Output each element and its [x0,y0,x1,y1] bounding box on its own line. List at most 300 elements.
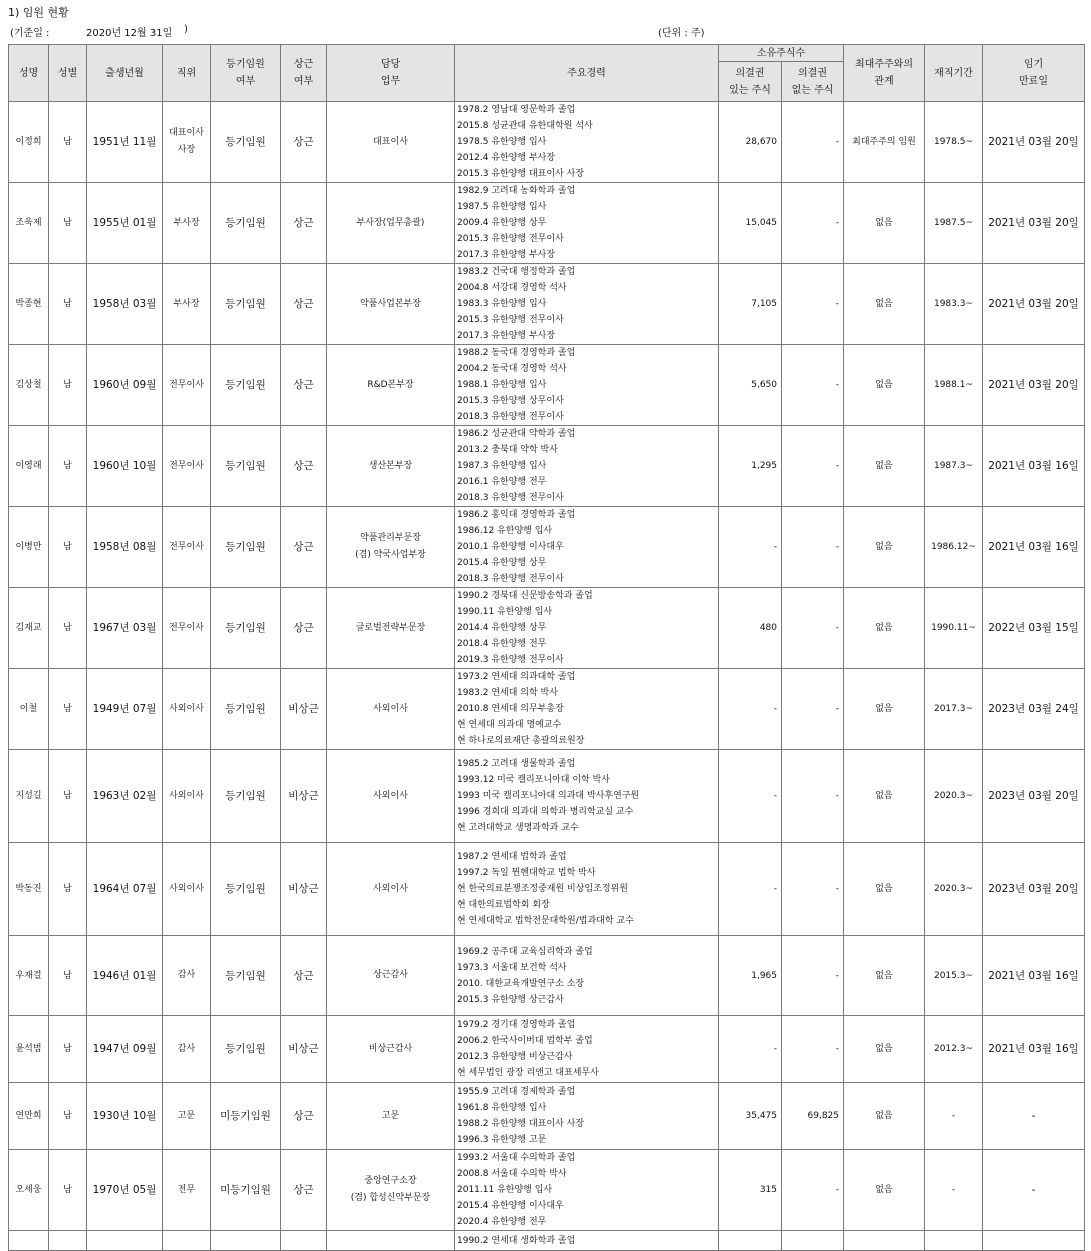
cell-career [455,507,719,588]
cell-fulltime: 상근 [281,936,327,1016]
career-line: 2015.4 유한양행 이사대우 [457,1201,564,1211]
career-line: 2013.2 충북대 약학 박사 [457,445,558,455]
cell-nonvoting-shares: - [782,669,844,750]
cell-position: 전무이사 [163,426,211,507]
cell-voting-shares: - [719,669,782,750]
cell-gender: 남 [49,1083,87,1150]
cell-term: 2021년 03월 20일 [983,183,1085,264]
career-line: 1990.2 경북대 신문방송학과 졸업 [457,591,593,601]
cell-relation: 없음 [844,264,925,345]
col-term: 임기 만료일 [983,45,1085,102]
cell-name: 이철 [9,669,49,750]
career-line: 2018.4 유한양행 전무 [457,639,547,649]
cell-nonvoting-shares [782,1231,844,1251]
career-line: 1973.3 서울대 보건학 석사 [457,962,567,973]
cell-career [455,102,719,183]
cell-tenure: 1987.5~ [925,183,983,264]
cell-relation: 없음 [844,507,925,588]
cell-gender: 남 [49,936,87,1016]
cell-nonvoting-shares: - [782,507,844,588]
career-line: 1996.3 유한양행 고문 [457,1135,547,1145]
cell-tenure: 1978.5~ [925,102,983,183]
cell-gender: 남 [49,1016,87,1083]
cell-nonvoting-shares: - [782,183,844,264]
cell-position: 감사 [163,936,211,1016]
career-line: 1993 미국 캘리포니아대 의과대 박사후연구원 [457,791,640,801]
cell-term: 2021년 03월 20일 [983,102,1085,183]
cell-fulltime: 상근 [281,345,327,426]
career-line: 1990.2 연세대 생화학과 졸업 [457,1235,576,1246]
col-shares: 소유주식수 [719,45,844,62]
cell-tenure: 1987.3~ [925,426,983,507]
career-line: 1987.5 유한양행 입사 [457,202,547,212]
cell-gender: 남 [49,264,87,345]
cell-registered: 등기임원 [211,183,281,264]
cell-position: 사외이사 [163,669,211,750]
cell-gender: 남 [49,507,87,588]
cell-position: 부사장 [163,183,211,264]
career-line: 1987.2 연세대 법학과 졸업 [457,852,567,862]
cell-relation: 최대주주의 임원 [844,102,925,183]
career-line: 1988.1 유한양행 입사 [457,380,547,390]
cell-tenure: 1988.1~ [925,345,983,426]
table-row [9,102,1085,183]
career-line: 1973.2 연세대 의과대학 졸업 [457,672,576,682]
career-line: 현 하나로의료재단 총괄의료원장 [457,736,585,746]
career-line: 1997.2 독일 뮌헨대학교 법학 박사 [457,868,596,878]
table-row [9,588,1085,669]
career-line: 2015.3 유한양행 상근감사 [457,994,564,1005]
career-line: 1990.11 유한양행 입사 [457,607,553,617]
cell-registered [211,1231,281,1251]
cell-position: 부사장 [163,264,211,345]
cell-tenure: 2020.3~ [925,750,983,843]
basis-date-close: ) [184,24,188,35]
cell-position: 사외이사 [163,843,211,936]
table-body [9,102,1085,1251]
cell-term: - [983,1083,1085,1150]
cell-career [455,1150,719,1231]
cell-fulltime: 비상근 [281,669,327,750]
cell-name: 연만희 [9,1083,49,1150]
cell-name: 이영래 [9,426,49,507]
career-line: 1983.3 유한양행 입사 [457,299,547,309]
cell-term: 2023년 03월 20일 [983,750,1085,843]
career-line: 1969.2 공주대 교육심리학과 졸업 [457,946,593,957]
cell-tenure: 1983.3~ [925,264,983,345]
career-line: 2019.3 유한양행 전무이사 [457,655,564,665]
cell-duty: 비상근감사 [327,1016,455,1083]
cell-duty: 사외이사 [327,843,455,936]
cell-registered: 등기임원 [211,750,281,843]
career-line: 현 연세대 의과대 명예교수 [457,720,562,730]
cell-relation: 없음 [844,936,925,1016]
basis-date-label: (기준일 : [10,28,50,39]
section-title: 1) 임원 현황 [8,6,69,19]
cell-gender [49,1231,87,1251]
table-row [9,264,1085,345]
cell-birth: 1947년 09월 [87,1016,163,1083]
cell-fulltime: 비상근 [281,843,327,936]
career-line: 2011.11 유한양행 입사 [457,1185,553,1195]
cell-term: 2021년 03월 16일 [983,936,1085,1016]
cell-term: 2021년 03월 16일 [983,1016,1085,1083]
cell-fulltime: 상근 [281,264,327,345]
career-line: 1983.2 건국대 행정학과 졸업 [457,267,576,277]
cell-position: 대표이사 사장 [163,102,211,183]
col-relation: 최대주주와의 관계 [844,45,925,102]
cell-career [455,843,719,936]
cell-career [455,345,719,426]
cell-voting-shares [719,1231,782,1251]
career-line: 1955.9 고려대 경제학과 졸업 [457,1087,576,1097]
cell-gender: 남 [49,750,87,843]
cell-career [455,264,719,345]
cell-birth: 1951년 11월 [87,102,163,183]
cell-nonvoting-shares: - [782,1016,844,1083]
cell-birth: 1958년 03월 [87,264,163,345]
col-tenure: 재직기간 [925,45,983,102]
career-line: 2018.3 유한양행 전무이사 [457,574,564,584]
cell-gender: 남 [49,669,87,750]
executives-table [8,44,1085,1251]
table-header [9,45,1085,102]
cell-birth [87,1231,163,1251]
cell-term: 2023년 03월 20일 [983,843,1085,936]
table-row [9,507,1085,588]
cell-birth: 1960년 10월 [87,426,163,507]
cell-nonvoting-shares: - [782,750,844,843]
cell-tenure: 2020.3~ [925,843,983,936]
cell-gender: 남 [49,183,87,264]
col-duty: 담당 업무 [327,45,455,102]
career-line: 2018.3 유한양행 전무이사 [457,493,564,503]
cell-relation: 없음 [844,426,925,507]
cell-voting-shares: 1,965 [719,936,782,1016]
cell-nonvoting-shares: - [782,843,844,936]
col-fulltime: 상근 여부 [281,45,327,102]
career-line: 2017.3 유한양행 부사장 [457,250,556,260]
career-line: 1988.2 유한양행 대표이사 사장 [457,1119,585,1129]
cell-tenure: - [925,1150,983,1231]
career-line: 1988.2 동국대 경영학과 졸업 [457,348,576,358]
cell-nonvoting-shares: - [782,102,844,183]
career-line: 2004.2 동국대 경영학 석사 [457,364,567,374]
basis-date-value: 2020년 12월 31일 [86,28,173,39]
cell-relation: 없음 [844,588,925,669]
cell-tenure [925,1231,983,1251]
cell-career [455,1016,719,1083]
cell-position: 전무 [163,1150,211,1231]
cell-fulltime: 상근 [281,102,327,183]
career-line: 1978.2 영남대 영문학과 졸업 [457,105,576,115]
career-line: 2010.8 연세대 의무부총장 [457,704,564,714]
cell-name: 윤석범 [9,1016,49,1083]
cell-relation: 없음 [844,345,925,426]
cell-nonvoting-shares: - [782,588,844,669]
cell-duty: 중앙연구소장 (겸) 합성신약부문장 [327,1150,455,1231]
cell-duty: 고문 [327,1083,455,1150]
cell-fulltime: 상근 [281,1150,327,1231]
col-birth: 출생년월 [87,45,163,102]
career-line: 2015.3 유한양행 대표이사 사장 [457,169,585,179]
cell-fulltime: 상근 [281,507,327,588]
cell-registered: 미등기임원 [211,1083,281,1150]
cell-career [455,1083,719,1150]
table-row [9,669,1085,750]
cell-registered: 등기임원 [211,426,281,507]
cell-gender: 남 [49,426,87,507]
cell-career [455,183,719,264]
career-line: 현 연세대학교 법학전문대학원/법과대학 교수 [457,916,634,926]
career-line: 2010.1 유한양행 이사대우 [457,542,564,552]
cell-birth: 1958년 08월 [87,507,163,588]
unit-label: (단위 : 주) [658,28,705,39]
cell-nonvoting-shares: - [782,345,844,426]
career-line: 1996 경희대 의과대 의학과 병리학교실 교수 [457,807,634,817]
cell-birth: 1949년 07월 [87,669,163,750]
career-line: 2006.2 한국사이버대 법학부 졸업 [457,1036,593,1046]
career-line: 1986.2 홍익대 경영학과 졸업 [457,510,576,520]
cell-name: 오세웅 [9,1150,49,1231]
cell-career [455,936,719,1016]
cell-voting-shares: - [719,507,782,588]
career-line: 2015.3 유한양행 상무이사 [457,396,564,406]
col-nonvoting-shares: 의결권 없는 주식 [782,62,844,102]
career-line: 1986.12 유한양행 입사 [457,526,553,536]
table-row [9,1016,1085,1083]
cell-duty: 부사장(업무총괄) [327,183,455,264]
table-row [9,1083,1085,1150]
table-row [9,936,1085,1016]
cell-fulltime: 상근 [281,588,327,669]
cell-term [983,1231,1085,1251]
cell-gender: 남 [49,588,87,669]
col-name: 성명 [9,45,49,102]
cell-tenure: 1986.12~ [925,507,983,588]
col-gender: 성별 [49,45,87,102]
career-line: 2004.8 서강대 경영학 석사 [457,283,567,293]
col-voting-shares: 의결권 있는 주식 [719,62,782,102]
cell-nonvoting-shares: 69,825 [782,1083,844,1150]
cell-relation: 없음 [844,1150,925,1231]
career-line: 현 대한의료법학회 회장 [457,900,550,910]
cell-registered: 등기임원 [211,264,281,345]
career-line: 2015.4 유한양행 상무 [457,558,547,568]
cell-position: 사외이사 [163,750,211,843]
career-line: 1982.9 고려대 농화학과 졸업 [457,186,576,196]
cell-birth: 1955년 01월 [87,183,163,264]
career-line: 2012.3 유한양행 비상근감사 [457,1052,573,1062]
table-row [9,843,1085,936]
cell-career [455,588,719,669]
cell-registered: 등기임원 [211,669,281,750]
cell-duty: 사외이사 [327,669,455,750]
cell-position: 전무이사 [163,345,211,426]
career-line: 1961.8 유한양행 입사 [457,1103,547,1113]
cell-fulltime [281,1231,327,1251]
cell-career [455,669,719,750]
cell-name: 이정희 [9,102,49,183]
career-line: 1993.12 미국 캘리포니아대 이학 박사 [457,775,610,785]
career-line: 2008.8 서울대 수의학 박사 [457,1169,567,1179]
cell-name: 지성길 [9,750,49,843]
cell-voting-shares: 1,295 [719,426,782,507]
cell-nonvoting-shares: - [782,264,844,345]
cell-gender: 남 [49,102,87,183]
cell-duty: 약품사업본부장 [327,264,455,345]
career-line: 2012.4 유한양행 부사장 [457,153,556,163]
cell-name [9,1231,49,1251]
career-line: 1993.2 서울대 수의학과 졸업 [457,1153,576,1163]
cell-relation: 없음 [844,669,925,750]
col-position: 직위 [163,45,211,102]
career-line: 현 고려대학교 생명과학과 교수 [457,823,579,833]
cell-fulltime: 상근 [281,426,327,507]
cell-position [163,1231,211,1251]
cell-relation: 없음 [844,183,925,264]
cell-voting-shares: 7,105 [719,264,782,345]
cell-registered: 등기임원 [211,102,281,183]
cell-relation [844,1231,925,1251]
career-line: 2014.4 유한양행 상무 [457,623,547,633]
cell-gender: 남 [49,345,87,426]
cell-career [455,1231,719,1251]
cell-birth: 1964년 07월 [87,843,163,936]
cell-term: 2021년 03월 20일 [983,264,1085,345]
career-line: 1978.5 유한양행 입사 [457,137,547,147]
cell-fulltime: 비상근 [281,1016,327,1083]
col-registered: 등기임원 여부 [211,45,281,102]
cell-registered: 미등기임원 [211,1150,281,1231]
cell-voting-shares: - [719,1016,782,1083]
table-row [9,183,1085,264]
table-row [9,750,1085,843]
cell-registered: 등기임원 [211,936,281,1016]
cell-registered: 등기임원 [211,843,281,936]
cell-position: 전무이사 [163,588,211,669]
cell-duty: 상근감사 [327,936,455,1016]
cell-duty: 글로벌전략부문장 [327,588,455,669]
cell-nonvoting-shares: - [782,1150,844,1231]
cell-duty: R&D본부장 [327,345,455,426]
cell-tenure: - [925,1083,983,1150]
cell-duty: 대표이사 [327,102,455,183]
cell-gender: 남 [49,1150,87,1231]
cell-nonvoting-shares: - [782,936,844,1016]
cell-voting-shares: - [719,750,782,843]
career-line: 2015.8 성균관대 유한대학원 석사 [457,121,593,131]
cell-voting-shares: - [719,843,782,936]
col-career: 주요경력 [455,45,719,102]
cell-name: 박동진 [9,843,49,936]
cell-tenure: 1990.11~ [925,588,983,669]
cell-tenure: 2017.3~ [925,669,983,750]
cell-name: 김재교 [9,588,49,669]
career-line: 2018.3 유한양행 전무이사 [457,412,564,422]
table-row [9,426,1085,507]
cell-position: 전무이사 [163,507,211,588]
cell-fulltime: 비상근 [281,750,327,843]
cell-nonvoting-shares: - [782,426,844,507]
table-row [9,1231,1085,1251]
career-line: 1986.2 성균관대 약학과 졸업 [457,429,576,439]
cell-career [455,750,719,843]
cell-term: 2021년 03월 20일 [983,345,1085,426]
cell-tenure: 2012.3~ [925,1016,983,1083]
cell-term: 2023년 03월 24일 [983,669,1085,750]
cell-voting-shares: 35,475 [719,1083,782,1150]
cell-birth: 1963년 02월 [87,750,163,843]
career-line: 1985.2 고려대 생물학과 졸업 [457,759,576,769]
cell-relation: 없음 [844,1016,925,1083]
cell-registered: 등기임원 [211,588,281,669]
career-line: 2015.3 유한양행 전무이사 [457,315,564,325]
cell-name: 우재걸 [9,936,49,1016]
table-row [9,1150,1085,1231]
cell-voting-shares: 5,650 [719,345,782,426]
cell-term: 2022년 03월 15일 [983,588,1085,669]
career-line: 1983.2 연세대 의학 박사 [457,688,558,698]
career-line: 2017.3 유한양행 부사장 [457,331,556,341]
cell-voting-shares: 28,670 [719,102,782,183]
cell-term: 2021년 03월 16일 [983,426,1085,507]
cell-voting-shares: 480 [719,588,782,669]
career-line: 1987.3 유한양행 입사 [457,461,547,471]
cell-fulltime: 상근 [281,1083,327,1150]
career-line: 2009.4 유한양행 상무 [457,218,547,228]
cell-registered: 등기임원 [211,507,281,588]
cell-tenure: 2015.3~ [925,936,983,1016]
cell-position: 고문 [163,1083,211,1150]
cell-name: 이병만 [9,507,49,588]
career-line: 현 한국의료분쟁조정중재원 비상임조정위원 [457,884,628,894]
cell-relation: 없음 [844,750,925,843]
cell-term: 2021년 03월 16일 [983,507,1085,588]
table-row [9,345,1085,426]
career-line: 1979.2 경기대 경영학과 졸업 [457,1020,576,1030]
cell-duty: 약품관리부문장 (겸) 약국사업부장 [327,507,455,588]
cell-name: 조욱제 [9,183,49,264]
career-line: 2015.3 유한양행 전무이사 [457,234,564,244]
cell-birth: 1967년 03월 [87,588,163,669]
cell-voting-shares: 315 [719,1150,782,1231]
cell-duty: 생산본부장 [327,426,455,507]
cell-registered: 등기임원 [211,1016,281,1083]
career-line: 2020.4 유한양행 전무 [457,1217,547,1227]
cell-registered: 등기임원 [211,345,281,426]
cell-relation: 없음 [844,1083,925,1150]
cell-career [455,426,719,507]
cell-birth: 1930년 10월 [87,1083,163,1150]
career-line: 2010. 대한교육개발연구소 소장 [457,978,585,989]
cell-birth: 1960년 09월 [87,345,163,426]
cell-position: 감사 [163,1016,211,1083]
cell-fulltime: 상근 [281,183,327,264]
cell-voting-shares: 15,045 [719,183,782,264]
career-line: 현 세무법인 광장 리앤고 대표세무사 [457,1068,599,1078]
cell-birth: 1970년 05월 [87,1150,163,1231]
cell-duty [327,1231,455,1251]
cell-term: - [983,1150,1085,1231]
cell-gender: 남 [49,843,87,936]
cell-name: 박종현 [9,264,49,345]
cell-birth: 1946년 01월 [87,936,163,1016]
cell-relation: 없음 [844,843,925,936]
cell-name: 김상철 [9,345,49,426]
career-line: 2016.1 유한양행 전무 [457,477,547,487]
cell-duty: 사외이사 [327,750,455,843]
